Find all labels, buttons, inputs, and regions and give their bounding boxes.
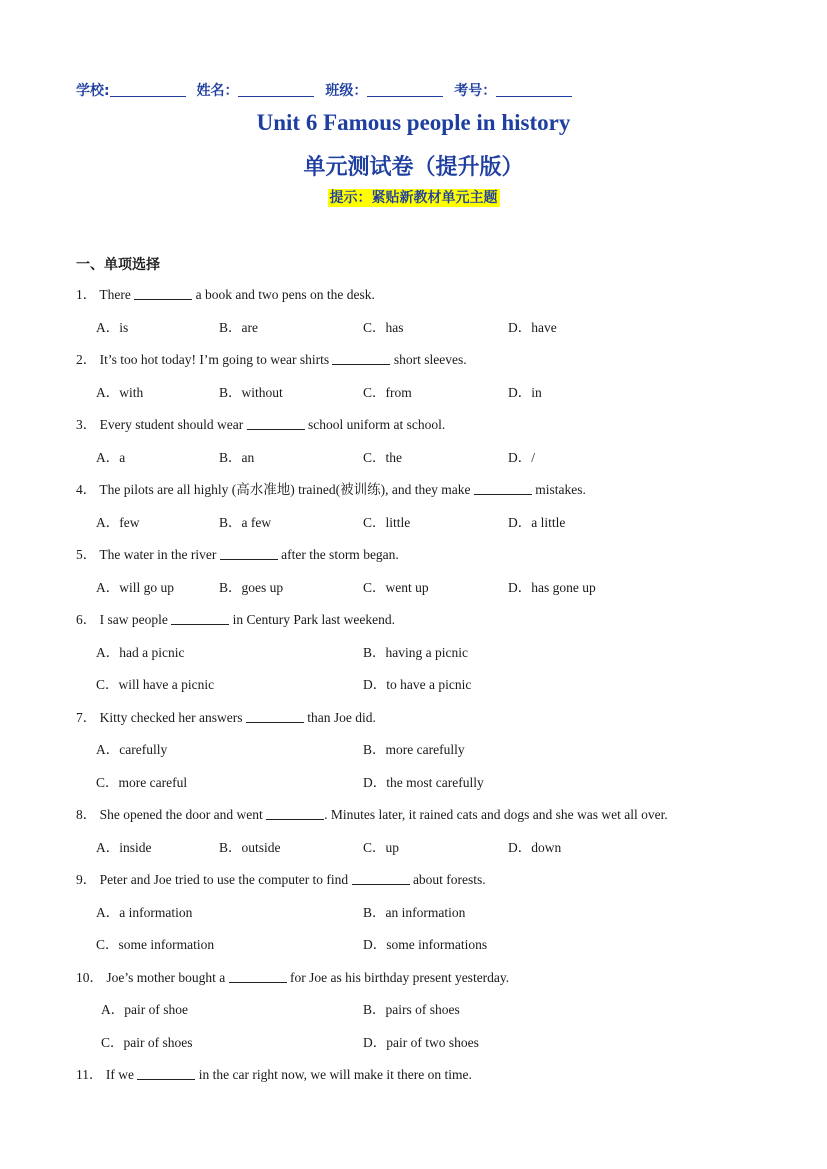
answer-blank xyxy=(229,970,287,983)
section-title: 一、单项选择 xyxy=(76,257,160,273)
question-text-after: . Minutes later, it rained cats and dogs and she was wet all over. xyxy=(324,807,668,822)
option-c[interactable]: C．the xyxy=(363,450,402,465)
answer-blank xyxy=(352,872,410,885)
option-d[interactable]: D．has gone up xyxy=(508,580,596,595)
tip-highlight: 提示：紧贴新教材单元主题 xyxy=(329,190,498,206)
name-label: 姓名： xyxy=(196,83,239,99)
school-label: 学校: xyxy=(76,83,110,99)
question-text-before: There xyxy=(99,287,131,302)
option-d[interactable]: D．/ xyxy=(508,450,535,465)
answer-blank xyxy=(247,417,305,430)
question-text-after: in Century Park last weekend. xyxy=(232,612,395,627)
question-number: 5． xyxy=(76,547,97,562)
option-c[interactable]: C．little xyxy=(363,515,411,530)
answer-blank xyxy=(220,547,278,560)
answer-blank xyxy=(134,287,192,300)
question-8 xyxy=(76,803,668,823)
option-b[interactable]: B．an xyxy=(219,450,255,465)
option-a[interactable]: A．a information xyxy=(96,905,193,920)
option-d[interactable]: D．in xyxy=(508,385,542,400)
option-c[interactable]: C．some information xyxy=(96,937,215,952)
option-a[interactable]: A．with xyxy=(96,385,144,400)
option-d[interactable]: D．have xyxy=(508,320,557,335)
question-text-before: Joe’s mother bought a xyxy=(106,970,226,985)
question-text-after: for Joe as his birthday present yesterday. xyxy=(289,970,510,985)
title-chinese: 单元测试卷（提升版） xyxy=(303,154,524,180)
name-blank xyxy=(238,82,314,97)
question-number: 7． xyxy=(76,710,97,725)
option-d[interactable]: D．pair of two shoes xyxy=(363,1035,479,1050)
option-b[interactable]: B．are xyxy=(219,320,258,335)
option-a[interactable]: A．carefully xyxy=(96,742,168,757)
question-number: 11． xyxy=(76,1067,103,1082)
question-1 xyxy=(76,283,375,303)
question-3 xyxy=(76,413,445,433)
question-9 xyxy=(76,868,486,888)
option-a[interactable]: A．will go up xyxy=(96,580,175,595)
question-number: 2． xyxy=(76,352,97,367)
exam-number-blank xyxy=(496,82,572,97)
option-c[interactable]: C．more careful xyxy=(96,775,188,790)
option-c[interactable]: C．has xyxy=(363,320,404,335)
option-c[interactable]: C．pair of shoes xyxy=(101,1035,193,1050)
option-a[interactable]: A．pair of shoe xyxy=(101,1002,188,1017)
answer-blank xyxy=(474,482,532,495)
question-text-before: It’s too hot today! I’m going to wear shirts xyxy=(99,352,330,367)
option-d[interactable]: D．some informations xyxy=(363,937,488,952)
option-d[interactable]: D．to have a picnic xyxy=(363,677,472,692)
answer-blank xyxy=(266,807,324,820)
option-b[interactable]: B．goes up xyxy=(219,580,284,595)
question-number: 6． xyxy=(76,612,97,627)
answer-blank xyxy=(171,612,229,625)
question-text-after: in the car right now, we will make it there on time. xyxy=(198,1067,472,1082)
option-b[interactable]: B．a few xyxy=(219,515,272,530)
tip-wrapper xyxy=(0,187,827,207)
option-b[interactable]: B．outside xyxy=(219,840,281,855)
question-text-after: than Joe did. xyxy=(307,710,376,725)
option-b[interactable]: B．more carefully xyxy=(363,742,465,757)
title-english: Unit 6 Famous people in history xyxy=(256,110,571,135)
question-text-after: after the storm began. xyxy=(281,547,399,562)
option-a[interactable]: A．few xyxy=(96,515,140,530)
question-text-before: Every student should wear xyxy=(99,417,244,432)
question-text-before: If we xyxy=(105,1067,134,1082)
option-b[interactable]: B．without xyxy=(219,385,283,400)
option-c[interactable]: C．from xyxy=(363,385,412,400)
exam-number-label: 考号： xyxy=(454,83,497,99)
question-6 xyxy=(76,608,395,628)
question-text-before: She opened the door and went xyxy=(99,807,263,822)
option-b[interactable]: B．having a picnic xyxy=(363,645,468,660)
question-number: 8． xyxy=(76,807,97,822)
option-d[interactable]: D．a little xyxy=(508,515,566,530)
question-4 xyxy=(76,478,586,498)
question-text-after: about forests. xyxy=(412,872,486,887)
question-text-before: Peter and Joe tried to use the computer to find xyxy=(99,872,349,887)
question-text-after: mistakes. xyxy=(535,482,586,497)
question-2 xyxy=(76,348,467,368)
question-text-before: I saw people xyxy=(99,612,168,627)
option-d[interactable]: D．down xyxy=(508,840,562,855)
answer-blank xyxy=(137,1067,195,1080)
question-text-before: The water in the river xyxy=(99,547,217,562)
question-number: 1． xyxy=(76,287,97,302)
class-blank xyxy=(367,82,443,97)
question-7 xyxy=(76,706,376,726)
question-text-after: a book and two pens on the desk. xyxy=(195,287,375,302)
question-5 xyxy=(76,543,399,563)
question-10 xyxy=(76,966,509,986)
option-a[interactable]: A．is xyxy=(96,320,129,335)
question-text-after: short sleeves. xyxy=(393,352,467,367)
exam-header-row xyxy=(76,80,578,100)
question-text-before: The pilots are all highly (高水准地) trained(被训练), and they make xyxy=(99,482,471,497)
question-11 xyxy=(76,1063,472,1083)
option-c[interactable]: C．will have a picnic xyxy=(96,677,215,692)
answer-blank xyxy=(332,352,390,365)
question-text-before: Kitty checked her answers xyxy=(99,710,243,725)
question-text-after: school uniform at school. xyxy=(307,417,446,432)
question-number: 9． xyxy=(76,872,97,887)
option-b[interactable]: B．pairs of shoes xyxy=(363,1002,460,1017)
option-a[interactable]: A．had a picnic xyxy=(96,645,185,660)
option-b[interactable]: B．an information xyxy=(363,905,466,920)
option-a[interactable]: A．inside xyxy=(96,840,152,855)
question-number: 10． xyxy=(76,970,103,985)
option-d[interactable]: D．the most carefully xyxy=(363,775,484,790)
question-number: 3． xyxy=(76,417,97,432)
answer-blank xyxy=(246,710,304,723)
question-number: 4． xyxy=(76,482,97,497)
school-blank xyxy=(110,82,186,97)
class-label: 班级： xyxy=(325,83,368,99)
option-c[interactable]: C．went up xyxy=(363,580,429,595)
option-a[interactable]: A．a xyxy=(96,450,126,465)
option-c[interactable]: C．up xyxy=(363,840,400,855)
